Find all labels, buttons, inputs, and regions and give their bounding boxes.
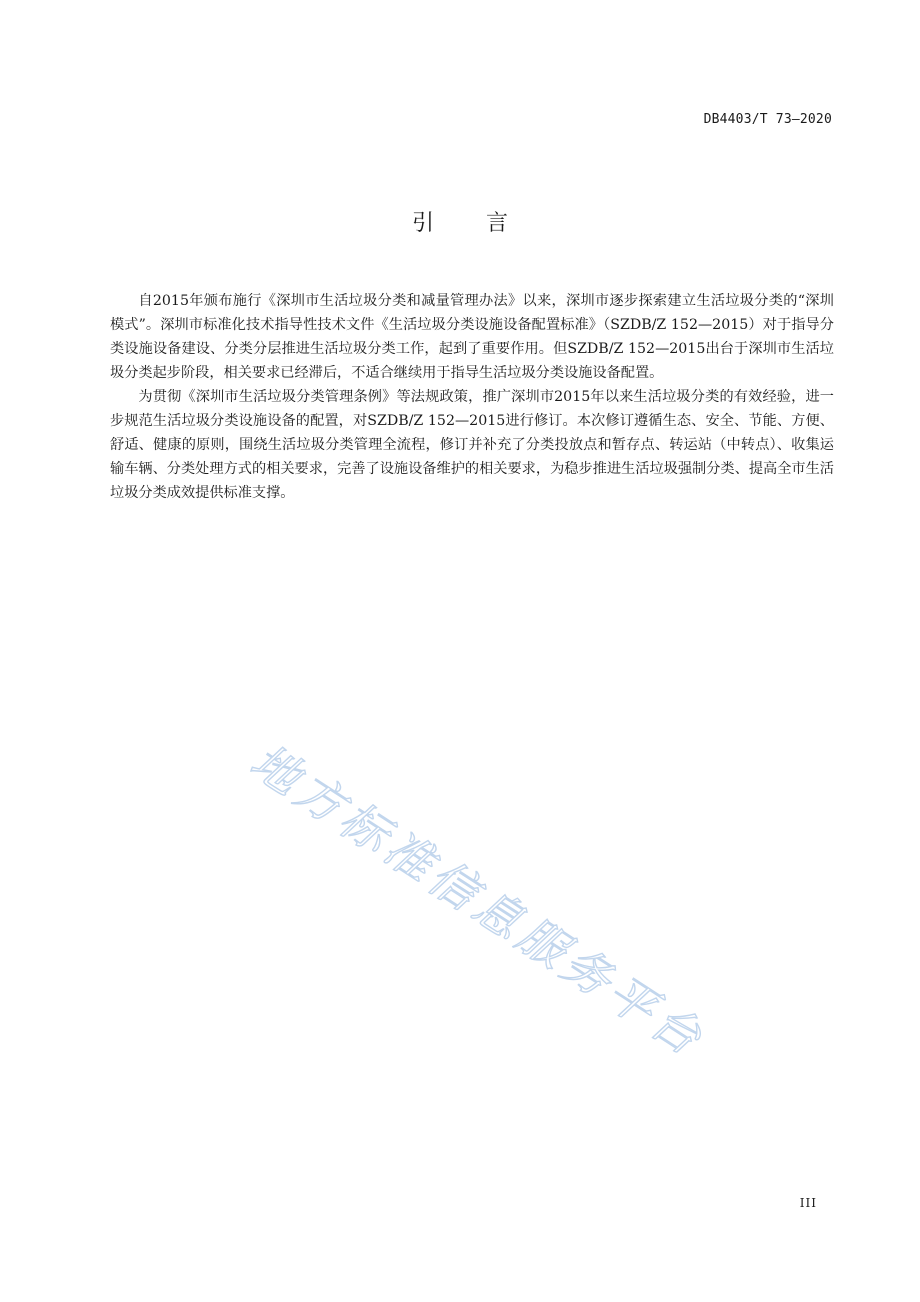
- document-body: [110, 289, 834, 505]
- document-id: DB4403/T 73—2020: [703, 112, 832, 127]
- page-title: 引言: [411, 211, 560, 236]
- page-number: III: [799, 1196, 817, 1210]
- watermark: 地方标准信息服务平台: [240, 733, 716, 1069]
- paragraph-1: 自2015年颁布施行《深圳市生活垃圾分类和减量管理办法》以来，深圳市逐步探索建立生活垃圾分类的“深圳模式”。深圳市标准化技术指导性技术文件《生活垃圾分类设施设备配置标准》（SZDB/Z 152—2015）对于指导分类设施设备建设、分类分层推进生活垃圾分类工作，起到了重要作用。但SZDB/Z 152—2015出台于深圳市生活垃圾分类起步阶段，相关要求已经滞后，不适合继续用于指导生活垃圾分类设施设备配置。: [110, 293, 834, 381]
- paragraph-2: 为贯彻《深圳市生活垃圾分类管理条例》等法规政策，推广深圳市2015年以来生活垃圾分类的有效经验，进一步规范生活垃圾分类设施设备的配置，对SZDB/Z 152—2015进行修订。本次修订遵循生态、安全、节能、方便、舒适、健康的原则，围绕生活垃圾分类管理全流程，修订并补充了分类投放点和暂存点、转运站（中转点）、收集运输车辆、分类处理方式的相关要求，完善了设施设备维护的相关要求，为稳步推进生活垃圾强制分类、提高全市生活垃圾分类成效提供标准支撑。: [110, 389, 834, 501]
